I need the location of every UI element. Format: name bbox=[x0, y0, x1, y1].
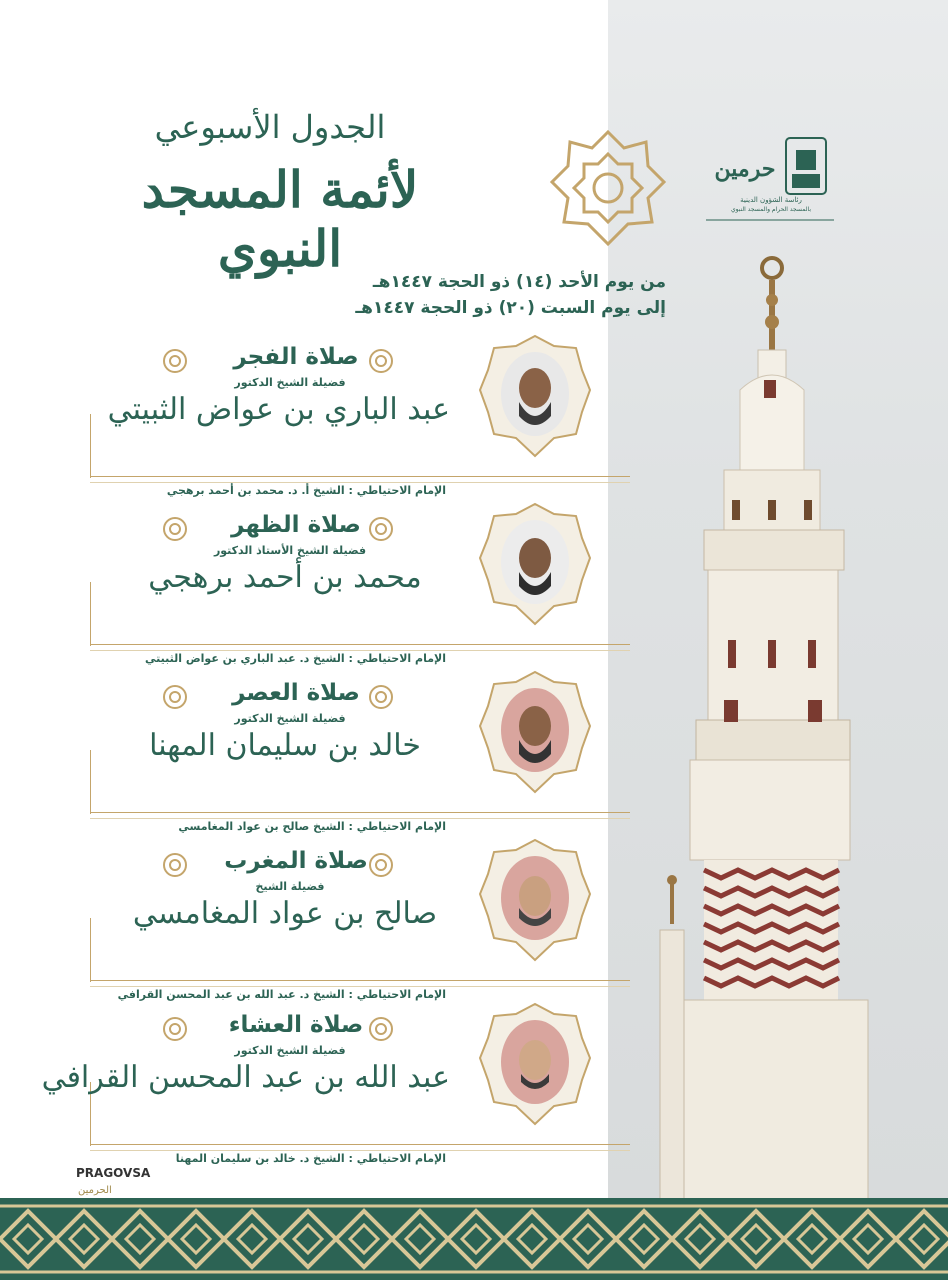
imam-portrait bbox=[478, 838, 592, 972]
haramain-logo-icon bbox=[700, 134, 840, 234]
imam-name: عبد الله بن عبد المحسن القرافي bbox=[41, 1060, 450, 1095]
date-to: إلى يوم السبت (٢٠) ذو الحجة ١٤٤٧هـ bbox=[355, 298, 666, 318]
title-imams: لأئمة المسجد النبوي bbox=[141, 160, 419, 278]
rosette-icon bbox=[162, 516, 188, 542]
reserve-imam: الإمام الاحتياطي : الشيخ أ. د. محمد بن أحمد برهجي bbox=[166, 484, 446, 497]
geometric-pattern bbox=[0, 1198, 948, 1280]
watermark-handle: PRAGOVSA bbox=[76, 1166, 151, 1180]
imam-title: فضيلة الشيخ الدكتور bbox=[234, 376, 346, 389]
footer-pattern bbox=[0, 1198, 948, 1280]
imam-name: عبد الباري بن عواض الثبيتي bbox=[107, 392, 450, 427]
rosette-icon bbox=[162, 348, 188, 374]
divider bbox=[90, 476, 630, 477]
reserve-imam: الإمام الاحتياطي : الشيخ د. عبد الباري بن عواض الثبيتي bbox=[145, 652, 446, 665]
prayer-isha bbox=[41, 1012, 600, 1167]
reserve-imam: الإمام الاحتياطي : الشيخ د. عبد الله بن عبد المحسن القرافي bbox=[117, 988, 446, 1001]
imam-portrait bbox=[478, 670, 592, 804]
prayer-name: صلاة العصر bbox=[232, 680, 360, 706]
watermark-brand: الحرمين bbox=[78, 1185, 112, 1196]
rosette-icon bbox=[162, 1016, 188, 1042]
logo-line2: بالمسجد الحرام والمسجد النبوي bbox=[730, 206, 812, 213]
imam-name: صالح بن عواد المغامسي bbox=[132, 896, 438, 931]
prayer-fajr bbox=[80, 344, 600, 499]
imam-portrait bbox=[478, 502, 592, 636]
divider bbox=[90, 818, 630, 819]
divider bbox=[90, 650, 630, 651]
divider bbox=[90, 986, 630, 987]
logo-line1: رئاسة الشؤون الدينية bbox=[740, 196, 802, 204]
divider bbox=[90, 980, 630, 981]
imam-name: محمد بن أحمد برهجي bbox=[148, 560, 422, 595]
reserve-imam: الإمام الاحتياطي : الشيخ د. خالد بن سليمان المهنا bbox=[175, 1152, 446, 1165]
prayer-name: صلاة المغرب bbox=[224, 848, 368, 874]
imam-title: فضيلة الشيخ bbox=[255, 880, 325, 893]
divider bbox=[90, 482, 630, 483]
divider bbox=[90, 812, 630, 813]
divider bbox=[90, 1150, 630, 1151]
prayer-dhuhr bbox=[80, 512, 600, 667]
imam-title: فضيلة الشيخ الأستاذ الدكتور bbox=[213, 544, 367, 557]
date-from: من يوم الأحد (١٤) ذو الحجة ١٤٤٧هـ bbox=[372, 272, 666, 292]
imam-name: خالد بن سليمان المهنا bbox=[149, 728, 421, 763]
rosette-icon bbox=[162, 684, 188, 710]
imam-title: فضيلة الشيخ الدكتور bbox=[234, 1044, 346, 1057]
prayer-maghrib bbox=[80, 848, 600, 1003]
prayer-asr bbox=[80, 680, 600, 835]
prayer-name: صلاة العشاء bbox=[228, 1012, 364, 1038]
divider bbox=[90, 1144, 630, 1145]
divider bbox=[90, 644, 630, 645]
reserve-imam: الإمام الاحتياطي : الشيخ صالح بن عواد المغامسي bbox=[178, 820, 446, 833]
prayer-name: صلاة الظهر bbox=[231, 512, 361, 538]
title-weekly-schedule: الجدول الأسبوعي bbox=[154, 108, 386, 146]
rosette-icon bbox=[162, 852, 188, 878]
imam-portrait bbox=[478, 334, 592, 468]
prayer-name: صلاة الفجر bbox=[233, 344, 359, 370]
logo-name: حرمين bbox=[714, 156, 776, 182]
geometric-ornament-icon bbox=[548, 128, 668, 248]
imam-portrait bbox=[478, 1002, 592, 1136]
imam-title: فضيلة الشيخ الدكتور bbox=[234, 712, 346, 725]
